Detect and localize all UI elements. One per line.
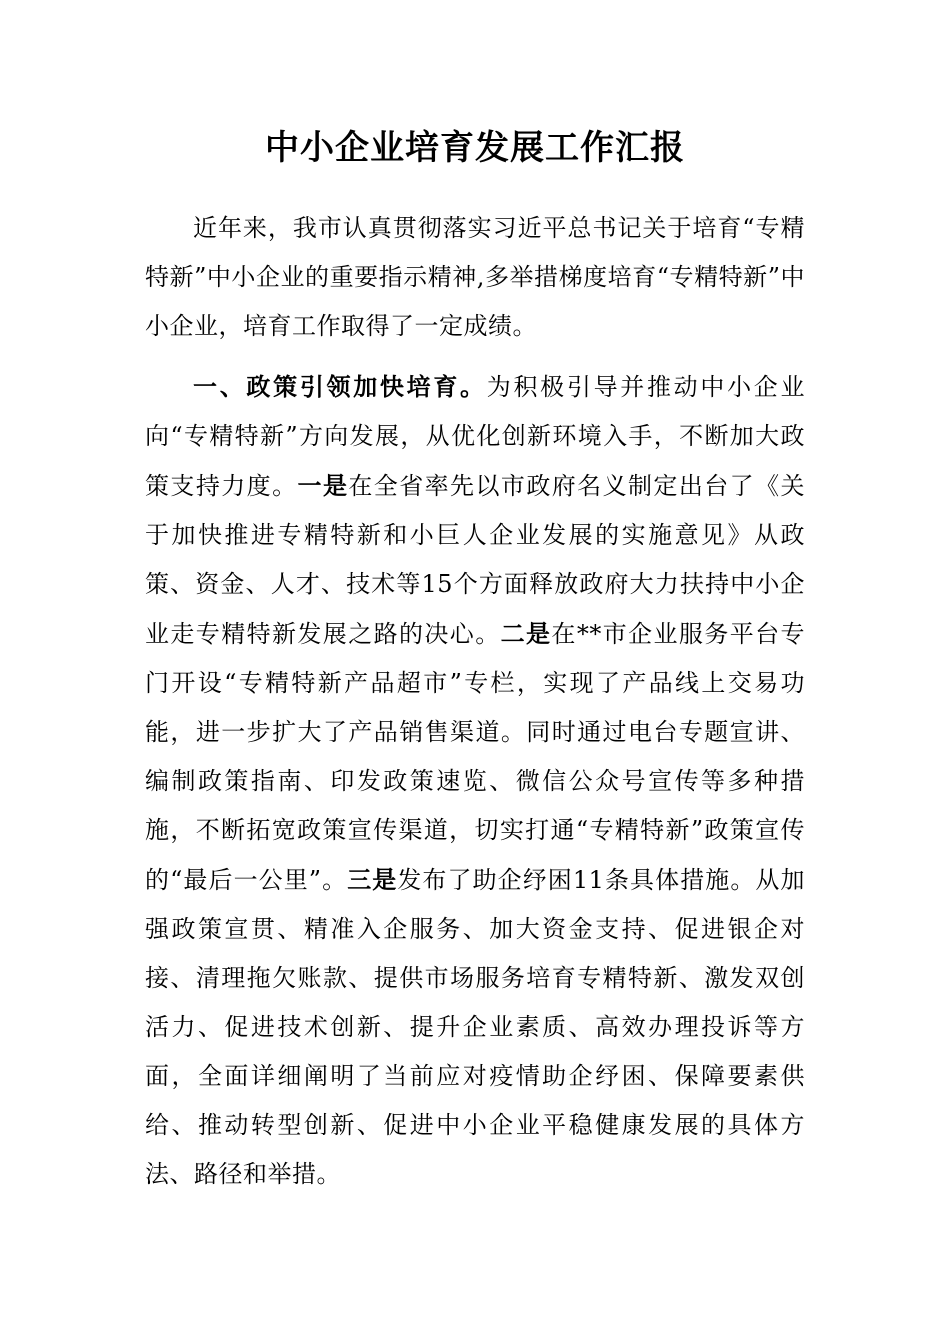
section-1-heading: 一、政策引领加快培育。: [193, 372, 487, 401]
section-1-paragraph: [145, 362, 805, 1199]
intro-paragraph: 近年来，我市认真贯彻落实习近平总书记关于培育“专精特新”中小企业的重要指示精神,多举措梯度培育“专精特新”中小企业，培育工作取得了一定成绩。: [145, 214, 805, 340]
document-title: 中小企业培育发展工作汇报: [265, 128, 685, 168]
point-2-label: 二是: [500, 619, 552, 648]
section-1-text-b: 在全省率先以市政府名义制定出台了《关于加快推进专精特新和小巨人企业发展的实施意见》从政策、资金、人才、技术等15个方面释放政府大力扶持中小企业走专精特新发展之路的决心。: [145, 472, 806, 648]
section-1-text-d: 发布了助企纾困11条具体措施。从加强政策宣贯、精准入企服务、加大资金支持、促进银企对接、清理拖欠账款、提供市场服务培育专精特新、激发双创活力、促进技术创新、提升企业素质、高效办理投诉等方面，全面详细阐明了当前应对疫情助企纾困、保障要素供给、推动转型创新、促进中小企业平稳健康发展的具体方法、路径和举措。: [145, 866, 805, 1188]
point-1-label: 一是: [297, 471, 349, 500]
section-1-text-a: 为积极引导并推动中小企业向“专精特新”方向发展，从优化创新环境入手，不断加大政策支持力度。: [145, 373, 805, 500]
point-3-label: 三是: [347, 865, 398, 894]
section-1-text-c: 在**市企业服务平台专门开设“专精特新产品超市”专栏，实现了产品线上交易功能，进一步扩大了产品销售渠道。同时通过电台专题宣讲、编制政策指南、印发政策速览、微信公众号宣传等多种措施，不断拓宽政策宣传渠道，切实打通“专精特新”政策宣传的“最后一公里”。: [145, 620, 806, 894]
